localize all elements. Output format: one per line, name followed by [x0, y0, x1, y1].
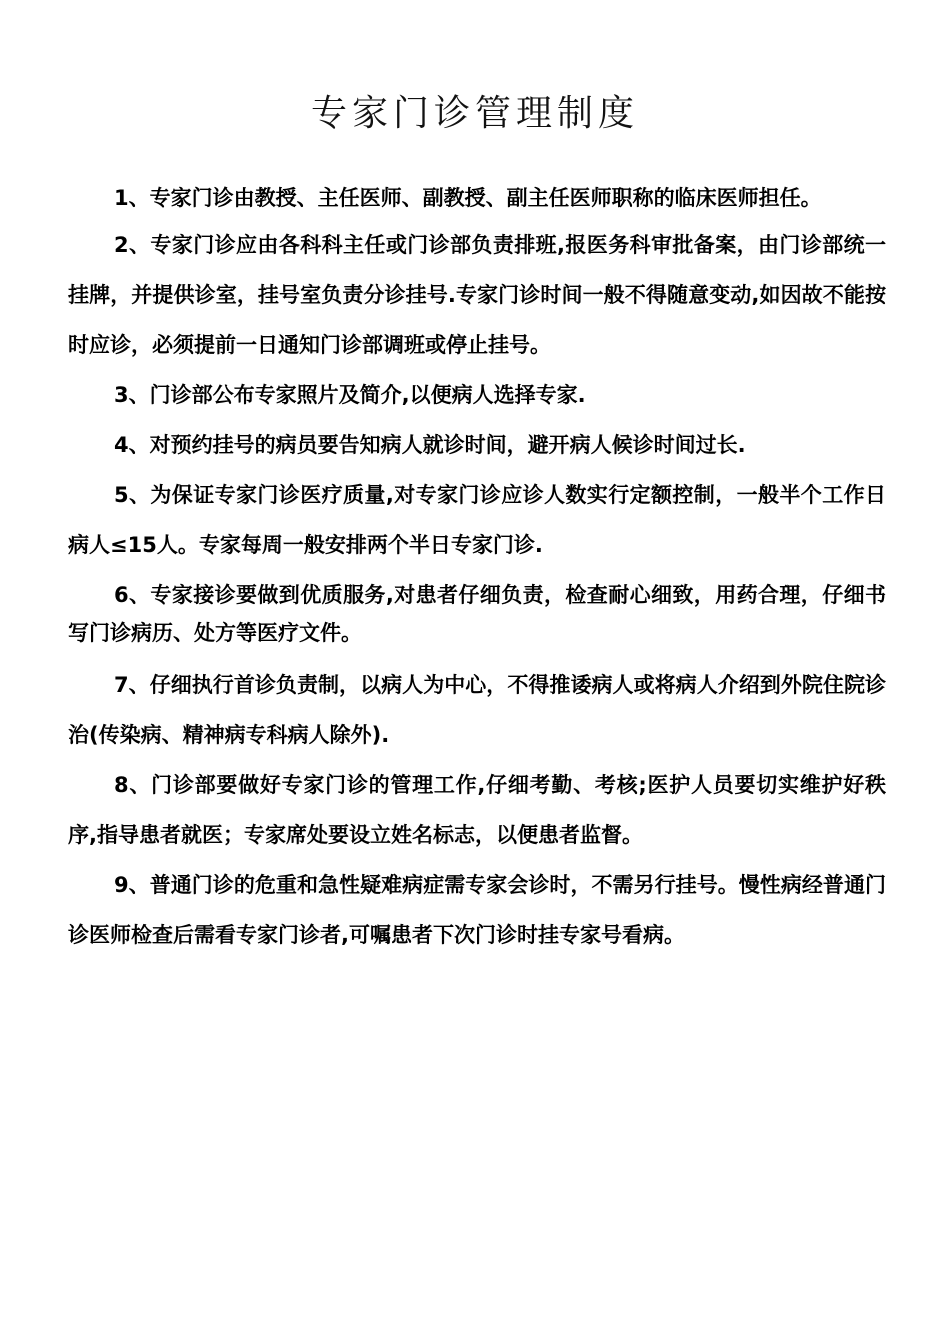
rule-paragraph-4: 4、对预约挂号的病员要告知病人就诊时间，避开病人候诊时间过长.	[114, 433, 746, 457]
rule-paragraph-3: 3、门诊部公布专家照片及简介,以便病人选择专家.	[114, 383, 586, 407]
rule-paragraph-6: 6、专家接诊要做到优质服务,对患者仔细负责，检查耐心细致，用药合理，仔细书写门诊病历、处方等医疗文件。	[68, 583, 886, 645]
rule-paragraph-2: 2、专家门诊应由各科科主任或门诊部负责排班,报医务科审批备案，由门诊部统一挂牌，并提供诊室，挂号室负责分诊挂号.专家门诊时间一般不得随意变动,如因故不能按时应诊，必须提前一日通知门诊部调班或停止挂号。	[68, 233, 886, 357]
document-body	[68, 178, 886, 960]
rule-paragraph-1: 1、专家门诊由教授、主任医师、副教授、副主任医师职称的临床医师担任。	[114, 186, 822, 210]
rule-paragraph-9: 9、普通门诊的危重和急性疑难病症需专家会诊时，不需另行挂号。慢性病经普通门诊医师检查后需看专家门诊者,可嘱患者下次门诊时挂专家号看病。	[68, 873, 886, 947]
rule-paragraph-7: 7、仔细执行首诊负责制，以病人为中心，不得推诿病人或将病人介绍到外院住院诊治(传染病、精神病专科病人除外).	[68, 673, 886, 747]
rule-paragraph-8: 8、门诊部要做好专家门诊的管理工作,仔细考勤、考核;医护人员要切实维护好秩序,指导患者就医；专家席处要设立姓名标志，以便患者监督。	[68, 773, 886, 847]
document-title: 专家门诊管理制度	[310, 93, 639, 134]
rule-paragraph-5: 5、为保证专家门诊医疗质量,对专家门诊应诊人数实行定额控制，一般半个工作日病人≤15人。专家每周一般安排两个半日专家门诊.	[68, 483, 886, 557]
